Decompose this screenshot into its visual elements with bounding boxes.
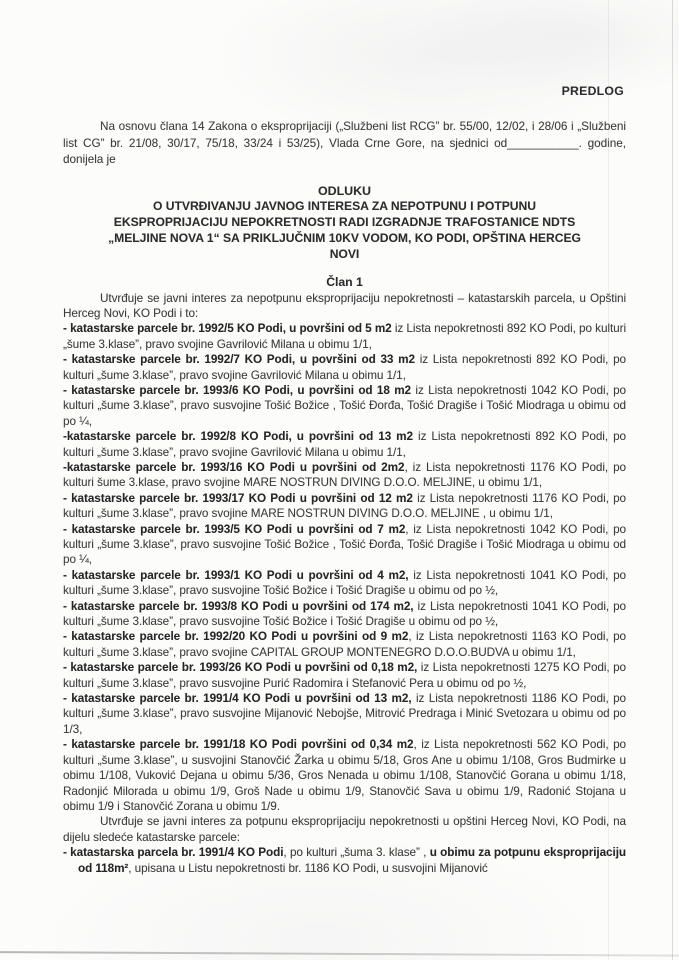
parcel-item [63,599,626,630]
parcel-designation: - katastarske parcele br. 1992/5 KO Podi, u površini od 5 m2 [63,322,392,336]
parcel-details: , iz Lista nepokretnosti 562 KO Podi, po kulturi „šume 3.klase”, u susvojini Stanovčić Žarka u obimu 5/18, Gros Ane u obimu 1/108, Gros Budmirke u obimu 1/108, Vuković Dejana u obimu 5/36, Gros Nenada u obimu 1/108, Stanovčić Gorana u obimu 1/18, Radonjić Milorada u obimu 1/9, Groš Nade u obimu 1/9, Stanovčić Sava u obimu 1/9, Radonić Stojana u obimu 1/9 i Stanovčić Zorana u obimu 1/9. [63,738,626,813]
final-parcel-details: , upisana u Listu nepokretnosti br. 1186 KO Podi, u susvojini Mijanović [128,861,488,875]
parcel-details: iz Lista nepokretnosti 892 KO Podi, po kulturi „šume 3.klase”, pravo svojine Gavrilović Milana u obimu 1/1, [63,353,626,382]
parcel-item [63,491,626,522]
parcel-item [63,691,626,737]
parcel-item [63,568,626,599]
parcel-designation: - katastarske parcele br. 1992/7 KO Podi, u površini od 33 m2 [63,353,415,367]
parcel-designation: - katastarske parcele br. 1993/1 KO Podi u površini od 4 m2, [63,568,409,582]
document-content [63,0,626,876]
parcel-item [63,321,626,352]
parcel-designation: - katastarske parcele br. 1993/6 KO Podi, u površini od 18 m2 [63,383,411,397]
intro-paragraph: Na osnovu člana 14 Zakona o eksproprijaciji („Službeni list RCG” br. 55/00, 12/02, i 28/06 i „Službeni list CG” br. 21/08, 30/17, 75/18, 33/24 i 53/25), Vlada Crne Gore, na sjednici od___________. godine, donijela je [63,120,626,166]
parcel-item [63,460,626,491]
parcel-designation: -katastarske parcele br. 1993/16 KO Podi u površini od 2m2 [63,460,405,474]
parcel-details: , iz Lista nepokretnosti 1163 KO Podi, po kulturi „šume 3.klase”, pravo svojine CAPITAL GROUP MONTENEGRO D.O.O.BUDVA u obimu 1/1, [63,630,626,659]
parcel-designation: -katastarske parcele br. 1992/8 KO Podi, u površini od 13 m2 [63,430,413,444]
final-parcel-list [63,845,626,876]
parcel-designation: - katastarske parcele br. 1991/18 KO Podi površini od 0,34 m2 [63,738,414,752]
incomplete-expropriation-paragraph: Utvrđuje se javni interes za nepotpunu eksproprijaciju nepokretnosti – katastarskih parcela, u Opštini Herceg Novi, KO Podi i to: [63,291,626,320]
decision-heading: ODLUKU [318,183,371,198]
parcel-details: iz Lista nepokretnosti 1275 KO Podi, po kulturi „šume 3.klase”, pravo susvojine Purić Radomira i Stefanović Pera u obimu od po ½, [63,661,626,690]
parcel-details: iz Lista nepokretnosti 1042 KO Podi, po kulturi „šume 3.klase”, pravo susvojine Tošić Božice , Tošić Đorđa, Tošić Dragiše i Tošić Miodraga u obimu od po ¼, [63,383,626,428]
final-parcel-item [63,845,626,876]
parcel-designation: - katastarske parcele br. 1992/20 KO Podi u površini od 9 m2 [63,630,409,644]
final-parcel-culture: , po kulturi „šuma 3. klase” , [283,846,430,860]
parcel-designation: - katastarske parcele br. 1993/17 KO Podi u površini od 12 m2 [63,491,413,505]
parcel-item [63,629,626,660]
parcel-list [63,321,626,814]
parcel-details: iz Lista nepokretnosti 1041 KO Podi, po kulturi „šume 3.klase”, pravo susvojine Tošić Božice i Tošić Dragiše u obimu od po ½, [63,568,626,598]
parcel-details: , iz Lista nepokretnosti 1176 KO Podi, po kulturi šume 3.klase, pravo svojine MARE NOSTRUN DIVING D.O.O. MELJINE, u obimu 1/1, [63,460,626,490]
parcel-designation: - katastarske parcele br. 1993/8 KO Podi u površini od 174 m2, [63,599,414,613]
predlog-label: PREDLOG [561,84,624,98]
final-parcel-scope: u obimu za potpunu eksproprijaciju od 118m² [78,846,626,875]
scan-artifact-bottom-line [0,951,679,956]
parcel-item [63,352,626,383]
final-parcel-designation: - katastarska parcela br. 1991/4 KO Podi [63,846,284,860]
parcel-designation: - katastarske parcele br. 1993/26 KO Podi u površini od 0,18 m2, [63,661,418,675]
parcel-item [63,737,626,814]
scan-artifact-vertical-line [608,0,609,960]
article-body [63,291,626,876]
parcel-designation: - katastarske parcele br. 1991/4 KO Podi u površini od 13 m2, [63,692,412,706]
complete-expropriation-paragraph: Utvrđuje se javni interes za potpunu eksproprijaciju nepokretnosti u opštini Herceg Novi, KO Podi, na dijelu sledeće katastarske parcele: [63,815,626,844]
decision-title: O UTVRĐIVANJU JAVNOG INTERESA ZA NEPOTPUNU I POTPUNU EKSPROPRIJACIJU NEPOKRETNOSTI RADI IZGRADNJE TRAFOSTANICE NDTS „MELJINE NOVA 1“ SA PRIKLJUČNIM 10KV VODOM, KO PODI, OPŠTINA HERCEG NOVI [108,198,581,261]
parcel-details: iz Lista nepokretnosti 1041 KO Podi, po kulturi „šume 3.klase”, pravo susvojine Tošić Božice i Tošić Dragiše u obimu od po ½, [63,599,627,629]
article-heading: Član 1 [326,274,363,289]
scan-artifact-vertical-line [672,0,673,960]
parcel-item [63,660,626,691]
parcel-designation: - katastarske parcele br. 1993/5 KO Podi u površini od 7 m2 [63,522,406,536]
parcel-item [63,522,626,568]
parcel-item [63,429,626,460]
parcel-details: iz Lista nepokretnosti 1176 KO Podi, po kulturi „šume 3.klase”, pravo svojine MARE NOSTRUN DIVING D.O.O. MELJINE , u obimu 1/1, [63,491,626,521]
parcel-details: iz Lista nepokretnosti 892 KO Podi, po kulturi „šume 3.klase”, pravo svojine Gavrilović Milana u obimu 1/1, [63,430,626,459]
parcel-details: iz Lista nepokretnosti 1186 KO Podi, po kulturi „šume 3.klase”, pravo susvojine Mijanović Nebojše, Mitrović Predraga i Minić Svetozara u obimu od po 1/3, [63,692,626,736]
parcel-details: , iz Lista nepokretnosti 1042 KO Podi, po kulturi „šume 3.klase”, pravo susvojine Tošić Božice , Tošić Đorđa, Tošić Dragiše i Tošić Miodraga u obimu od po ¼, [63,522,626,567]
parcel-item [63,383,626,429]
parcel-details: iz Lista nepokretnosti 892 KO Podi, po kulturi „šume 3.klase”, pravo svojine Gavrilović Milana u obimu 1/1, [63,322,626,351]
